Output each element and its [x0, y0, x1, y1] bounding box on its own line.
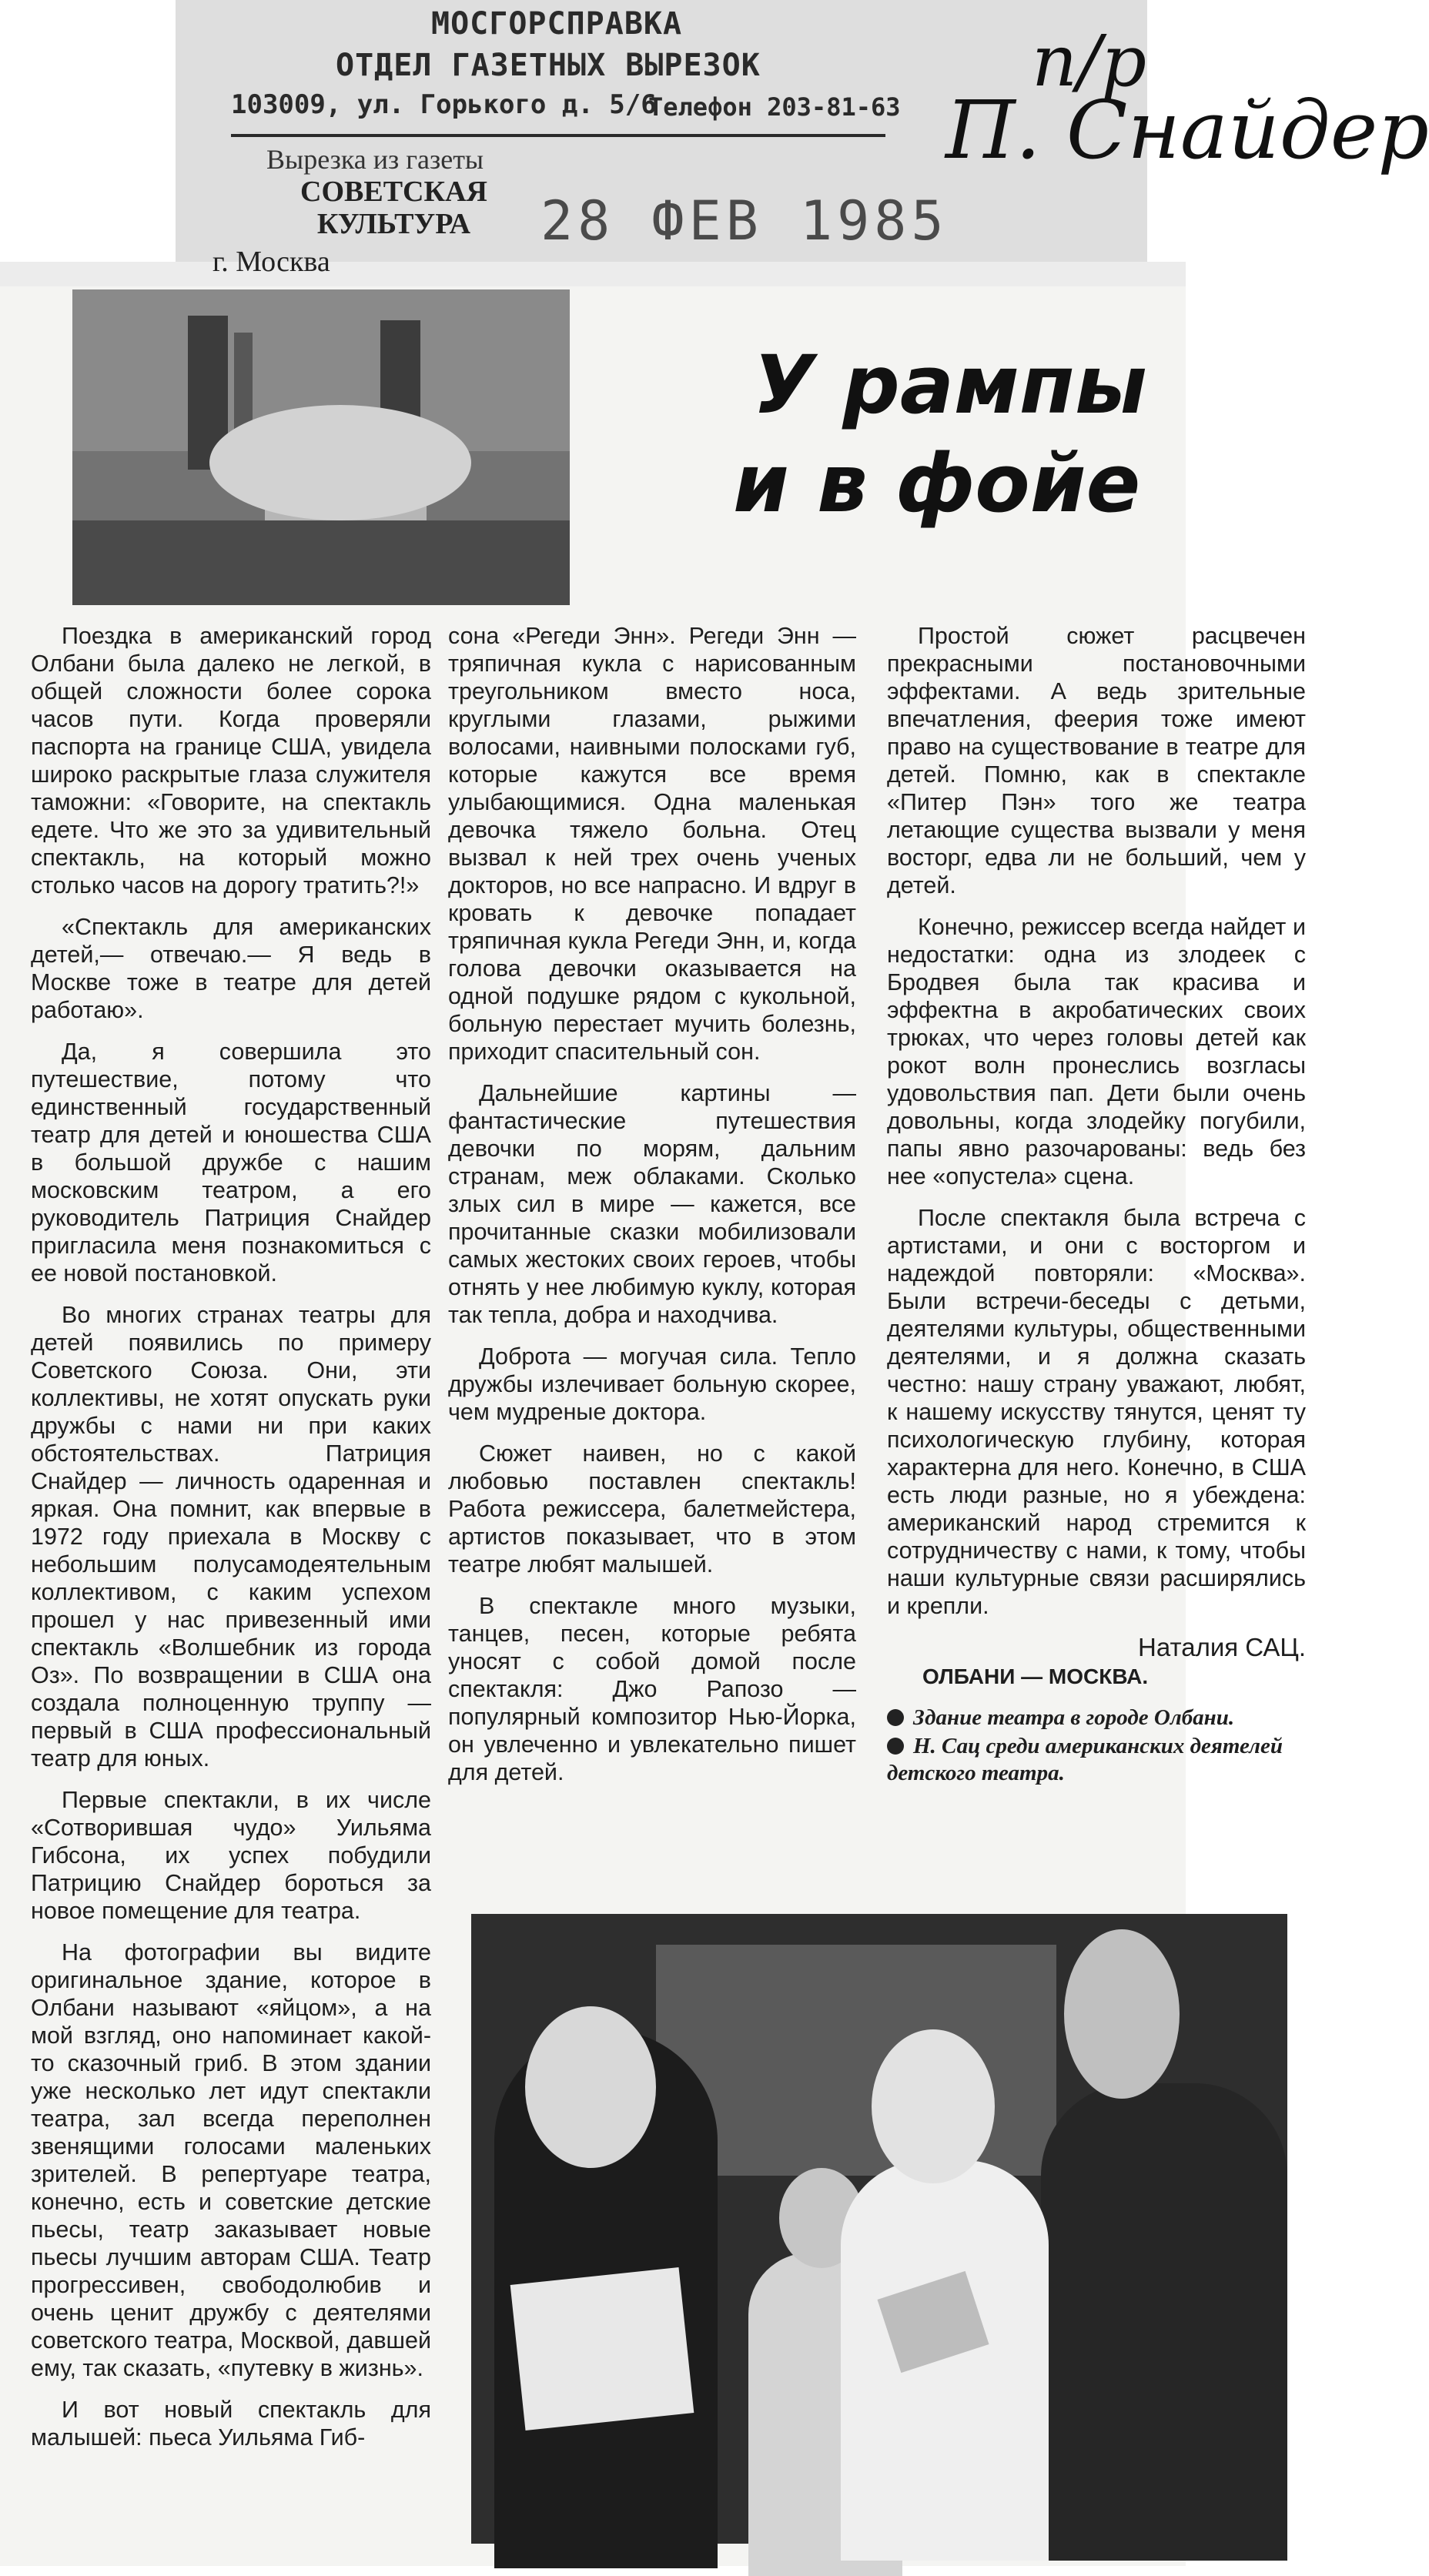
bureau-department: ОТДЕЛ ГАЗЕТНЫХ ВЫРЕЗОК	[336, 48, 761, 83]
paragraph: Дальнейшие картины — фантастические путешествия девочки по морям, дальним странам, меж облаками. Сколько злых сил в мире — кажется, все прочитанные сказки мобилизовали самых жестоких своих героев, чтобы отнять у нее любимую куклу, которая так тепла, добра и находчива.	[448, 1080, 856, 1328]
person-head	[872, 2029, 995, 2183]
header-divider	[231, 134, 885, 137]
paragraph: Сюжет наивен, но с какой любовью поставлен спектакль! Работа режиссера, балетмейстера, артистов показывает, что в этом театре любят малышей.	[448, 1440, 856, 1577]
dateline: ОЛБАНИ — МОСКВА.	[922, 1664, 1149, 1688]
bullet-icon	[887, 1709, 904, 1726]
paragraph: В спектакле много музыки, танцев, песен, которые ребята уносят с собой домой после спектакля: Джо Рапозо — популярный композитор Нью-Йорка, он увлеченно и увлекательно пишет для детей.	[448, 1593, 856, 1785]
person-head	[525, 2006, 656, 2168]
bullet-icon	[887, 1738, 904, 1755]
photo-captions	[887, 1705, 1306, 1787]
newspaper-name-line1: СОВЕТСКАЯ	[300, 176, 487, 208]
person-figure	[1041, 2083, 1287, 2561]
person-figure	[841, 2160, 1049, 2561]
caption-text: Здание театра в городе Олбани.	[913, 1705, 1235, 1730]
newspaper-name-line2: КУЛЬТУРА	[316, 208, 471, 240]
paragraph: Поездка в американский город Олбани была далеко не легкой, в общей сложности более сорока часов пути. Когда проверяли паспорта на границе США, увидела широко раскрытые глаза служителя таможни: «Говорите, на спектакль едете. Что же это за удивительный спектакль, на который можно столько часов на дорогу тратить?!»	[31, 623, 431, 898]
paragraph: И вот новый спектакль для малышей: пьеса Уильяма Гиб-	[31, 2397, 431, 2451]
paragraph-continued: сона «Регеди Энн». Регеди Энн — тряпичная кукла с нарисованным треугольником вместо носа, круглыми глазами, рыжими волосами, наивными полосками губ, которые кажутся все время улыбающимися. Одна маленькая девочка тяжело больна. Отец вызвал к ней трех очень ученых докторов, но все напрасно. И вдруг в кровать к девочке попадает тряпичная кукла Регеди Энн, и, когда голова девочки оказывается на одной подушке рядом с кукольной, больную перестает мучить болезнь, приходит спасительный сон.	[448, 623, 856, 1065]
egg-building-shape	[209, 405, 471, 520]
handwritten-note-line2: П. Снайдер	[945, 83, 1429, 177]
paragraph: «Спектакль для американских детей,— отвечаю.— Я ведь в Москве тоже в театре для детей работаю».	[31, 914, 431, 1023]
paragraph: Простой сюжет расцвечен прекрасными постановочными эффектами. А ведь зрительные впечатления, феерия тоже имеют право на существование в театре для детей. Помню, как в спектакле «Питер Пэн» того же театра летающие существа вызвали у меня восторг, едва ли не больший, чем у детей.	[887, 623, 1306, 898]
paragraph: Конечно, режиссер всегда найдет и недостатки: одна из злодеек с Бродвея была так красива и эффектна в акробатических своих трюках, что через головы детей как рокот волн пронеслись возгласы удовольствия пап. Дети были очень довольны, когда злодейку погубили, папы явно разочарованы: ведь без нее «опустела» сцена.	[887, 914, 1306, 1189]
bureau-address: 103009, ул. Горького д. 5/6	[231, 89, 657, 120]
clipping-label: Вырезка из газеты	[266, 144, 484, 175]
article-column-3	[887, 622, 1306, 1788]
theatre-building-photo	[72, 289, 570, 605]
paragraph: На фотографии вы видите оригинальное здание, которое в Олбани называют «яйцом», а на мой взгляд, оно напоминает какой-то сказочный гриб. В этом здании уже несколько лет идут спектакли театра, зал всегда переполнен звенящими голосами маленьких зрителей. В репертуаре театра, конечно, есть и советские детские пьесы, театр заказывает новые пьесы лучшим авторам США. Театр прогрессивен, свободолюбив и очень ценит дружбу с деятелями советского театра, Москвой, давшей ему, так сказать, «путевку в жизнь».	[31, 1939, 431, 2381]
bureau-phone: Телефон 203-81-63	[648, 92, 901, 122]
article-column-1	[31, 622, 431, 2465]
headline-line2: и в фойе	[733, 437, 1141, 530]
program-booklet	[510, 2267, 694, 2430]
newspaper-name	[300, 176, 487, 240]
date-stamp: 28 ФЕВ 1985	[540, 189, 949, 253]
author-byline: Наталия САЦ.	[1138, 1633, 1306, 1661]
bureau-name: МОСГОРСПРАВКА	[431, 6, 683, 42]
headline-line1: У рампы	[753, 338, 1147, 432]
paragraph: Во многих странах театры для детей появились по примеру Советского Союза. Они, эти коллективы, не хотят опускать руки дружбы с нами ни при каких обстоятельствах. Патриция Снайдер — личность одаренная и яркая. Она помнит, как впервые в 1972 году приехала в Москву с небольшим полусамодеятельным коллективом, с каким успехом прошел у нас привезенный ими спектакль «Волшебник из города Оз». По возвращении в США она создала полноценную труппу — первый в США профессиональный театр для юных.	[31, 1302, 431, 1771]
article-column-2	[448, 622, 856, 1800]
paragraph: Первые спектакли, в их числе «Сотворившая чудо» Уильяма Гибсона, их успех побудили Патрицию Снайдер бороться за новое помещение для театра.	[31, 1787, 431, 1924]
paragraph: После спектакля была встреча с артистами, и они с восторгом и надеждой повторяли: «Москва». Были встречи-беседы с детьми, деятелями культуры, общественными деятелями, и я должна сказать честно: нашу страну уважают, любят, к нашему искусству тянутся, ценят ту психологическую глубину, которая характерна для него. Конечно, в США есть люди разные, но я убеждена: американский народ стремится к сотрудничеству с нами, к тому, чтобы наши культурные связи расширялись и крепли.	[887, 1205, 1306, 1619]
caption-item	[887, 1733, 1306, 1787]
plaza-shape	[72, 520, 570, 605]
person-head	[1064, 1929, 1180, 2099]
group-photo	[471, 1914, 1287, 2544]
paragraph: Доброта — могучая сила. Тепло дружбы излечивает больную скорее, чем мудреные доктора.	[448, 1343, 856, 1425]
caption-text: Н. Сац среди американских деятелей детского театра.	[887, 1734, 1283, 1785]
city-label: г. Москва	[213, 246, 330, 278]
handwritten-note-line1: п/р	[1032, 20, 1147, 102]
article-headline	[733, 336, 1147, 533]
paragraph: Да, я совершила это путешествие, потому что единственный государственный театр для детей и юношества США в большой дружбе с нашим московским театром, а его руководитель Патриция Снайдер пригласила меня познакомиться с ее новой постановкой.	[31, 1039, 431, 1286]
caption-item	[887, 1705, 1306, 1731]
